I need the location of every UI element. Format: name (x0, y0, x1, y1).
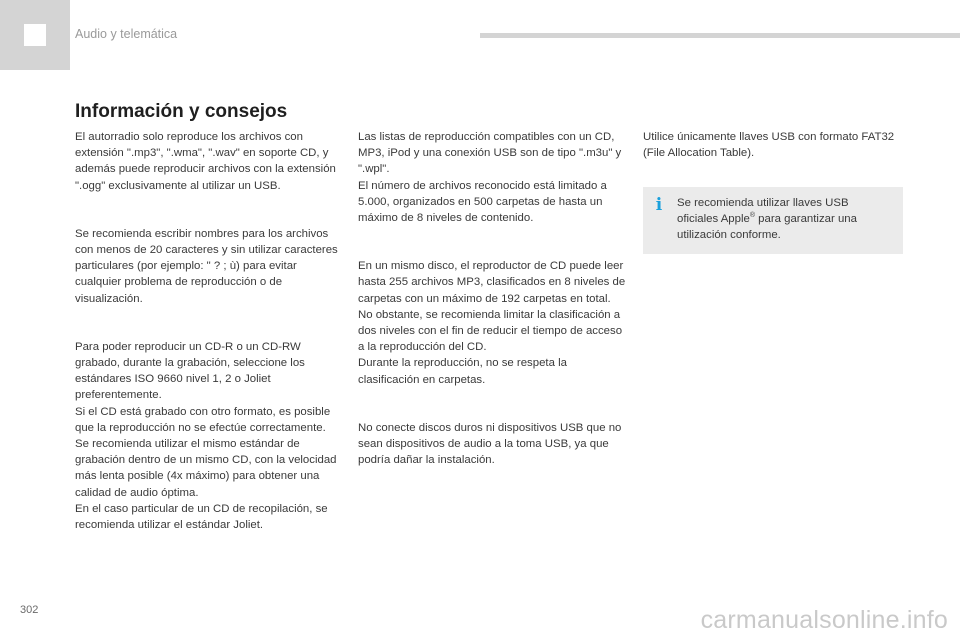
paragraph-cd-folders: En un mismo disco, el reproductor de CD puede leer hasta 255 archivos MP3, clasificados en 8 niveles de carpetas con un máximo de 192 carpetas en total. No obstante, se recomienda limitar la clasificación a dos niveles con el fin de reducir el tiempo de acceso a la reproducción del CD. Durante la reproducción, no se respeta la clasificación en carpetas. (358, 260, 626, 386)
column-3 (643, 129, 913, 161)
watermark: carmanualsonline.info (700, 606, 948, 634)
corner-tab (0, 0, 70, 70)
info-text (677, 195, 892, 244)
page-number: 302 (20, 604, 39, 616)
info-text-end: para garantizar una utilización conforme. (677, 213, 857, 242)
section-label: Audio y telemática (75, 27, 178, 41)
paragraph-extensions: El autorradio solo reproduce los archivos con extensión ".mp3", ".wma", ".wav" en soporte CD, y además puede reproducir archivos con la extensión ".ogg" exclusivamente al utilizar un USB. (75, 131, 336, 192)
info-icon: i (655, 195, 663, 215)
info-box (643, 187, 903, 254)
paragraph-playlists: Las listas de reproducción compatibles con un CD, MP3, iPod y una conexión USB son de tipo ".m3u" y ".wpl". El número de archivos reconocido está limitado a 5.000, organizados en 500 carpetas de hasta un máximo de 8 niveles de contenido. (358, 131, 622, 225)
paragraph-usb-warning: No conecte discos duros ni dispositivos USB que no sean dispositivos de audio a la toma USB, ya que podría dañar la instalación. (358, 421, 622, 467)
column-2 (358, 129, 628, 468)
info-text-start: Se recomienda utilizar llaves USB oficiales Apple (677, 197, 849, 226)
paragraph-filenames: Se recomienda escribir nombres para los archivos con menos de 20 caracteres y sin utilizar caracteres particulares (por ejemplo: " ? ; ù) para evitar cualquier problema de reproducción o de visualización. (75, 227, 338, 305)
paragraph-cd-recording: Para poder reproducir un CD-R o un CD-RW grabado, durante la grabación, seleccione los estándares ISO 9660 nivel 1, 2 o Joliet preferentemente. Si el CD está grabado con otro formato, es posible que la reproducción no se efectúe correctamente. Se recomienda utilizar el mismo estándar de grabación dentro de un mismo CD, con la velocidad más lenta posible (4x máximo) para obtener una calidad de audio óptima. En el caso particular de un CD de recopilación, se recomienda utilizar el estándar Joliet. (75, 340, 337, 532)
header-rule (480, 33, 960, 38)
page-title: Información y consejos (75, 101, 288, 122)
paragraph-fat32: Utilice únicamente llaves USB con formato FAT32 (File Allocation Table). (643, 131, 895, 160)
registered-mark: ® (749, 212, 755, 220)
column-1 (75, 129, 340, 533)
corner-square (24, 24, 46, 46)
